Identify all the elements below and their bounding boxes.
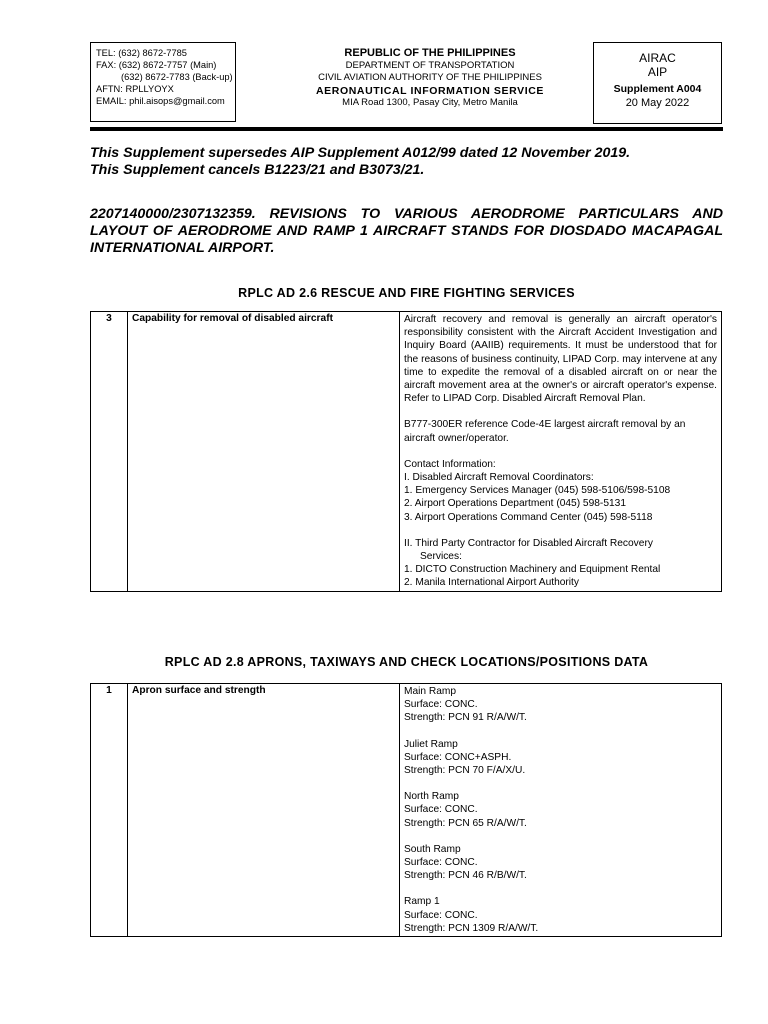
coordinators-title: I. Disabled Aircraft Removal Coordinators: [404, 472, 594, 484]
issuing-authority-header [278, 47, 582, 110]
contact-tel: TEL: (632) 8672-7785 [96, 48, 187, 58]
section-heading-aprons: RPLC AD 2.8 APRONS, TAXIWAYS AND CHECK LOCATIONS/POSITIONS DATA [164, 655, 649, 669]
contact-fax-backup: (632) 8672-7783 (Back-up) [121, 72, 233, 82]
supersede-notes [90, 145, 730, 179]
contact-aftn: AFTN: RPLLYOYX [96, 84, 174, 94]
largest-aircraft-paragraph: B777-300ER reference Code-4E largest aircraft removal by an aircraft owner/operator. [404, 419, 686, 444]
aprons-table [90, 683, 722, 937]
ramp-surface: Surface: CONC. [404, 804, 478, 816]
rescue-services-table [90, 311, 722, 592]
coordinator-item: 3. Airport Operations Command Center (045) 598-5118 [404, 511, 653, 523]
cancels-note: This Supplement cancels B1223/21 and B3073/21. [90, 162, 425, 178]
contact-fax-main: FAX: (632) 8672-7757 (Main) [96, 60, 217, 70]
ramp-strength: Strength: PCN 91 R/A/W/T. [404, 712, 527, 724]
ramp-surface: Surface: CONC. [404, 857, 478, 869]
row-label: Capability for removal of disabled aircraft [128, 312, 400, 592]
revision-title: 2207140000/2307132359. REVISIONS TO VARIOUS AERODROME PARTICULARS AND LAYOUT OF AERODROME AND RAMP 1 AIRCRAFT STANDS FOR DIOSDADO MACAPAGAL INTERNATIONAL AIRPORT. [90, 206, 723, 256]
contractor-item: 1. DICTO Construction Machinery and Equipment Rental [404, 564, 661, 576]
ramp-name: Ramp 1 [404, 896, 440, 908]
aip-label: AIP [647, 65, 668, 79]
row-label: Apron surface and strength [128, 684, 400, 937]
supplement-number: Supplement A004 [613, 83, 702, 95]
removal-paragraph: Aircraft recovery and removal is generally an aircraft operator's responsibility consistent with the Aircraft Accident Investigation and Inquiry Board (AAIIB) requirements. It must be understood that for the reasons of business continuity, LIPAD Corp. may intervene at any time to expedite the removal of a disabled aircraft on or near the aircraft movement area at the owner's or aircraft operator's expense. Refer to LIPAD Corp. Disabled Aircraft Removal Plan. [404, 314, 717, 405]
supplement-date: 20 May 2022 [625, 97, 690, 109]
row-content [400, 684, 722, 937]
ramp-surface: Surface: CONC. [404, 909, 478, 921]
table-row [91, 684, 722, 937]
ramp-strength: Strength: PCN 70 F/A/X/U. [404, 765, 526, 777]
authority-address: MIA Road 1300, Pasay City, Metro Manila [342, 97, 518, 108]
table-row [91, 312, 722, 592]
supersedes-note: This Supplement supersedes AIP Supplement A012/99 dated 12 November 2019. [90, 145, 631, 161]
republic-name: REPUBLIC OF THE PHILIPPINES [344, 47, 516, 59]
coordinator-item: 1. Emergency Services Manager (045) 598-5106/598-5108 [404, 485, 671, 497]
ramp-surface: Surface: CONC. [404, 699, 478, 711]
ramp-strength: Strength: PCN 1309 R/A/W/T. [404, 922, 539, 934]
contact-email: EMAIL: phil.aisops@gmail.com [96, 96, 225, 106]
ramp-strength: Strength: PCN 46 R/B/W/T. [404, 870, 527, 882]
row-number: 1 [91, 684, 128, 937]
ramp-name: South Ramp [404, 843, 461, 855]
contact-information-title: Contact Information: [404, 458, 496, 470]
row-content [400, 312, 722, 592]
ramp-name: Juliet Ramp [404, 738, 458, 750]
section-heading-rescue: RPLC AD 2.6 RESCUE AND FIRE FIGHTING SERVICES [238, 286, 575, 300]
contact-info-box [90, 42, 236, 122]
department-name: DEPARTMENT OF TRANSPORTATION [345, 59, 515, 71]
contractor-item: 2. Manila International Airport Authority [404, 577, 579, 589]
header-divider [90, 127, 723, 131]
ramp-name: North Ramp [404, 791, 459, 803]
airac-box [593, 42, 722, 124]
ramp-strength: Strength: PCN 65 R/A/W/T. [404, 817, 527, 829]
ramp-name: Main Ramp [404, 686, 457, 697]
third-party-title-cont: Services: [420, 551, 462, 563]
third-party-title: II. Third Party Contractor for Disabled Aircraft Recovery [404, 537, 653, 549]
airac-label: AIRAC [639, 51, 676, 65]
coordinator-item: 2. Airport Operations Department (045) 598-5131 [404, 498, 626, 510]
authority-name: CIVIL AVIATION AUTHORITY OF THE PHILIPPINES [318, 72, 542, 83]
ramp-surface: Surface: CONC+ASPH. [404, 751, 512, 763]
row-number: 3 [91, 312, 128, 592]
service-name: AERONAUTICAL INFORMATION SERVICE [315, 84, 545, 97]
